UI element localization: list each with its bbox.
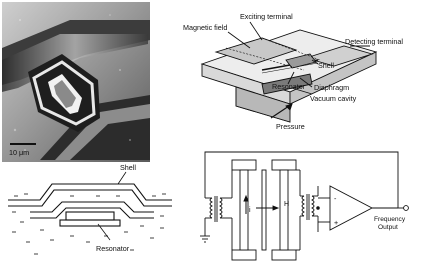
label-shell-cross: Shell: [120, 163, 136, 172]
scale-bar-label: 10 μm: [9, 148, 30, 157]
label-diaphragm: Diaphragm: [314, 83, 350, 92]
resonator-h-structure: [220, 160, 296, 260]
resonator-cross: [66, 212, 114, 220]
substrate-hatch: [12, 194, 166, 254]
cross-section-diagram: [8, 172, 172, 254]
label-field-h: H: [284, 199, 290, 208]
label-shell-3d: Shell: [318, 61, 334, 70]
right-beam: [280, 170, 288, 250]
label-resonator-3d: Resonator: [272, 82, 306, 91]
scale-bar-line: [10, 143, 36, 145]
label-current-i: i: [249, 205, 251, 214]
label-pressure: Pressure: [276, 122, 305, 131]
sem-photo: [2, 2, 150, 162]
output-transformer: [296, 170, 319, 250]
label-frequency-line1: Frequency: [374, 216, 406, 223]
shell-outer: [8, 184, 172, 200]
drive-circuit: [200, 152, 408, 260]
left-beam: [240, 170, 248, 250]
label-exciting-terminal: Exciting terminal: [240, 12, 293, 21]
label-detecting-terminal: Detecting terminal: [345, 37, 403, 46]
label-resonator-cross: Resonator: [96, 244, 130, 253]
output-terminal: [404, 206, 409, 211]
label-frequency-line2: Output: [378, 224, 398, 231]
input-transformer: [200, 180, 222, 242]
cavity-profile: [30, 202, 154, 212]
label-vacuum-cavity: Vacuum cavity: [310, 94, 357, 103]
label-amp-minus: -: [334, 194, 337, 203]
label-magnetic-field: Magnetic field: [183, 23, 228, 32]
label-frequency-output: [374, 216, 407, 231]
label-amp-plus: +: [334, 218, 339, 227]
